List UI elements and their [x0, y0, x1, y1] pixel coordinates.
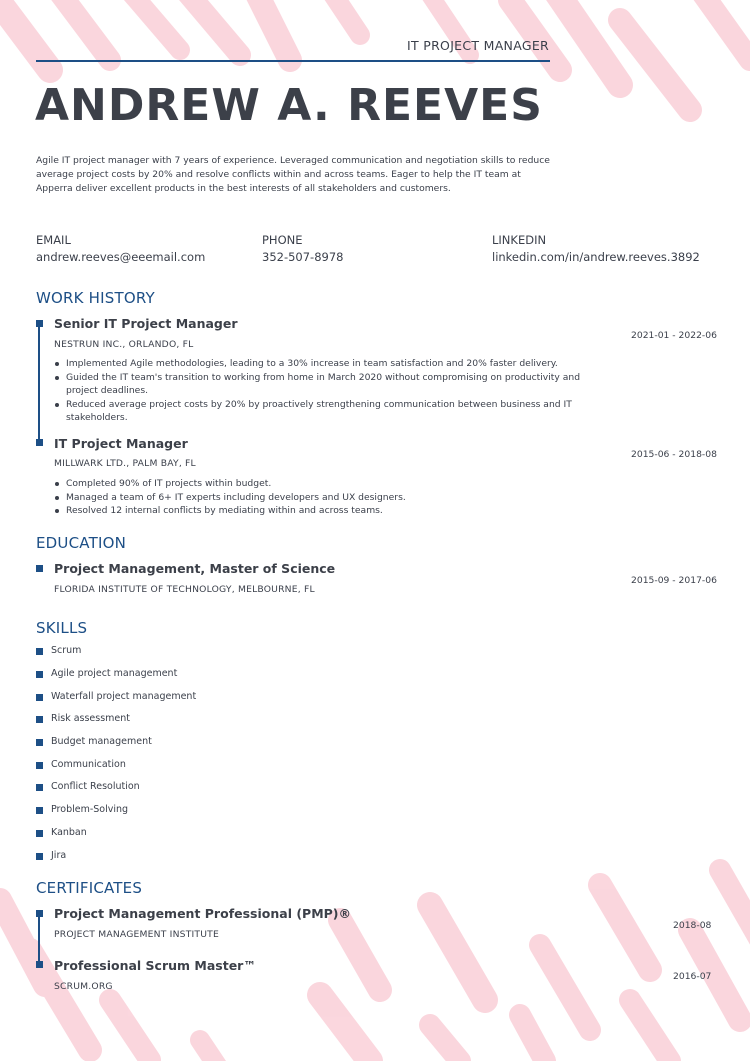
list-item: Resolved 12 internal conflicts by mediating within and across teams. [54, 504, 594, 518]
contact-email [36, 233, 205, 264]
skill-label: Kanban [51, 827, 87, 838]
skill-marker [36, 784, 43, 791]
linkedin-value[interactable]: linkedin.com/in/andrew.reeves.3892 [492, 250, 700, 264]
certificate-name: Project Management Professional (PMP)® [54, 906, 352, 921]
certificate-date: 2018-08 [673, 920, 712, 931]
skill-label: Problem-Solving [51, 804, 129, 815]
professional-summary: Agile IT project manager with 7 years of experience. Leveraged communication and negotiation skills to reduce average project costs by 20% and resolve conflicts within and across teams. Eager to help the IT team at Apperra deliver excellent products in the best interests of all stakeholders and customers. [36, 155, 550, 194]
skill-label: Communication [51, 759, 126, 770]
skill-marker [36, 830, 43, 837]
target-job-title: IT PROJECT MANAGER [407, 38, 549, 53]
job-company: MILLWARK LTD., PALM BAY, FL [54, 458, 196, 469]
certificate-issuer: PROJECT MANAGEMENT INSTITUTE [54, 929, 219, 940]
skill-marker [36, 853, 43, 860]
list-item: Reduced average project costs by 20% by proactively strengthening communication between business and IT stakeholders. [54, 398, 594, 425]
work-timeline-line [38, 322, 40, 444]
certificate-entry-marker [36, 910, 43, 917]
certificates-timeline-line [38, 912, 40, 964]
phone-label: PHONE [262, 233, 303, 247]
job-bullets [54, 357, 594, 425]
skill-label: Risk assessment [51, 713, 131, 724]
skill-label: Budget management [51, 736, 152, 747]
list-item: Guided the IT team's transition to working from home in March 2020 without compromising on productivity and project deadlines. [54, 371, 594, 398]
contact-linkedin [492, 233, 700, 264]
job-company: NESTRUN INC., ORLANDO, FL [54, 339, 194, 350]
degree-title: Project Management, Master of Science [54, 561, 336, 576]
skill-label: Conflict Resolution [51, 781, 140, 792]
certificate-issuer: SCRUM.ORG [54, 981, 113, 992]
skill-marker [36, 716, 43, 723]
school-name: FLORIDA INSTITUTE OF TECHNOLOGY, MELBOURNE, FL [54, 584, 315, 595]
contact-phone [262, 233, 343, 264]
skill-marker [36, 762, 43, 769]
skill-label: Scrum [51, 645, 82, 656]
header-divider [36, 60, 550, 62]
education-entry-marker [36, 565, 43, 572]
skill-marker [36, 807, 43, 814]
list-item: Completed 90% of IT projects within budget. [54, 477, 594, 491]
certificates-heading: CERTIFICATES [36, 879, 143, 897]
email-value[interactable]: andrew.reeves@eeemail.com [36, 250, 206, 264]
job-title: IT Project Manager [54, 436, 188, 451]
education-heading: EDUCATION [36, 534, 126, 552]
skill-label: Agile project management [51, 668, 178, 679]
job-dates: 2015-06 - 2018-08 [631, 449, 717, 460]
skill-label: Waterfall project management [51, 691, 197, 702]
linkedin-label: LINKEDIN [492, 233, 547, 247]
skill-marker [36, 739, 43, 746]
certificate-entry-marker [36, 961, 43, 968]
work-entry-marker [36, 439, 43, 446]
education-dates: 2015-09 - 2017-06 [631, 575, 717, 586]
job-bullets [54, 477, 594, 518]
phone-value[interactable]: 352-507-8978 [262, 250, 344, 264]
job-title: Senior IT Project Manager [54, 316, 238, 331]
skills-heading: SKILLS [36, 619, 88, 637]
work-history-heading: WORK HISTORY [36, 289, 155, 307]
job-dates: 2021-01 - 2022-06 [631, 330, 717, 341]
work-entry-marker [36, 320, 43, 327]
certificate-name: Professional Scrum Master™ [54, 958, 256, 973]
list-item: Managed a team of 6+ IT experts including developers and UX designers. [54, 491, 594, 505]
skill-marker [36, 671, 43, 678]
skill-marker [36, 694, 43, 701]
skill-marker [36, 648, 43, 655]
certificate-date: 2016-07 [673, 971, 712, 982]
email-label: EMAIL [36, 233, 71, 247]
candidate-name: ANDREW A. REEVES [35, 80, 543, 131]
skill-label: Jira [51, 850, 67, 861]
list-item: Implemented Agile methodologies, leading to a 30% increase in team satisfaction and 20% faster delivery. [54, 357, 594, 371]
